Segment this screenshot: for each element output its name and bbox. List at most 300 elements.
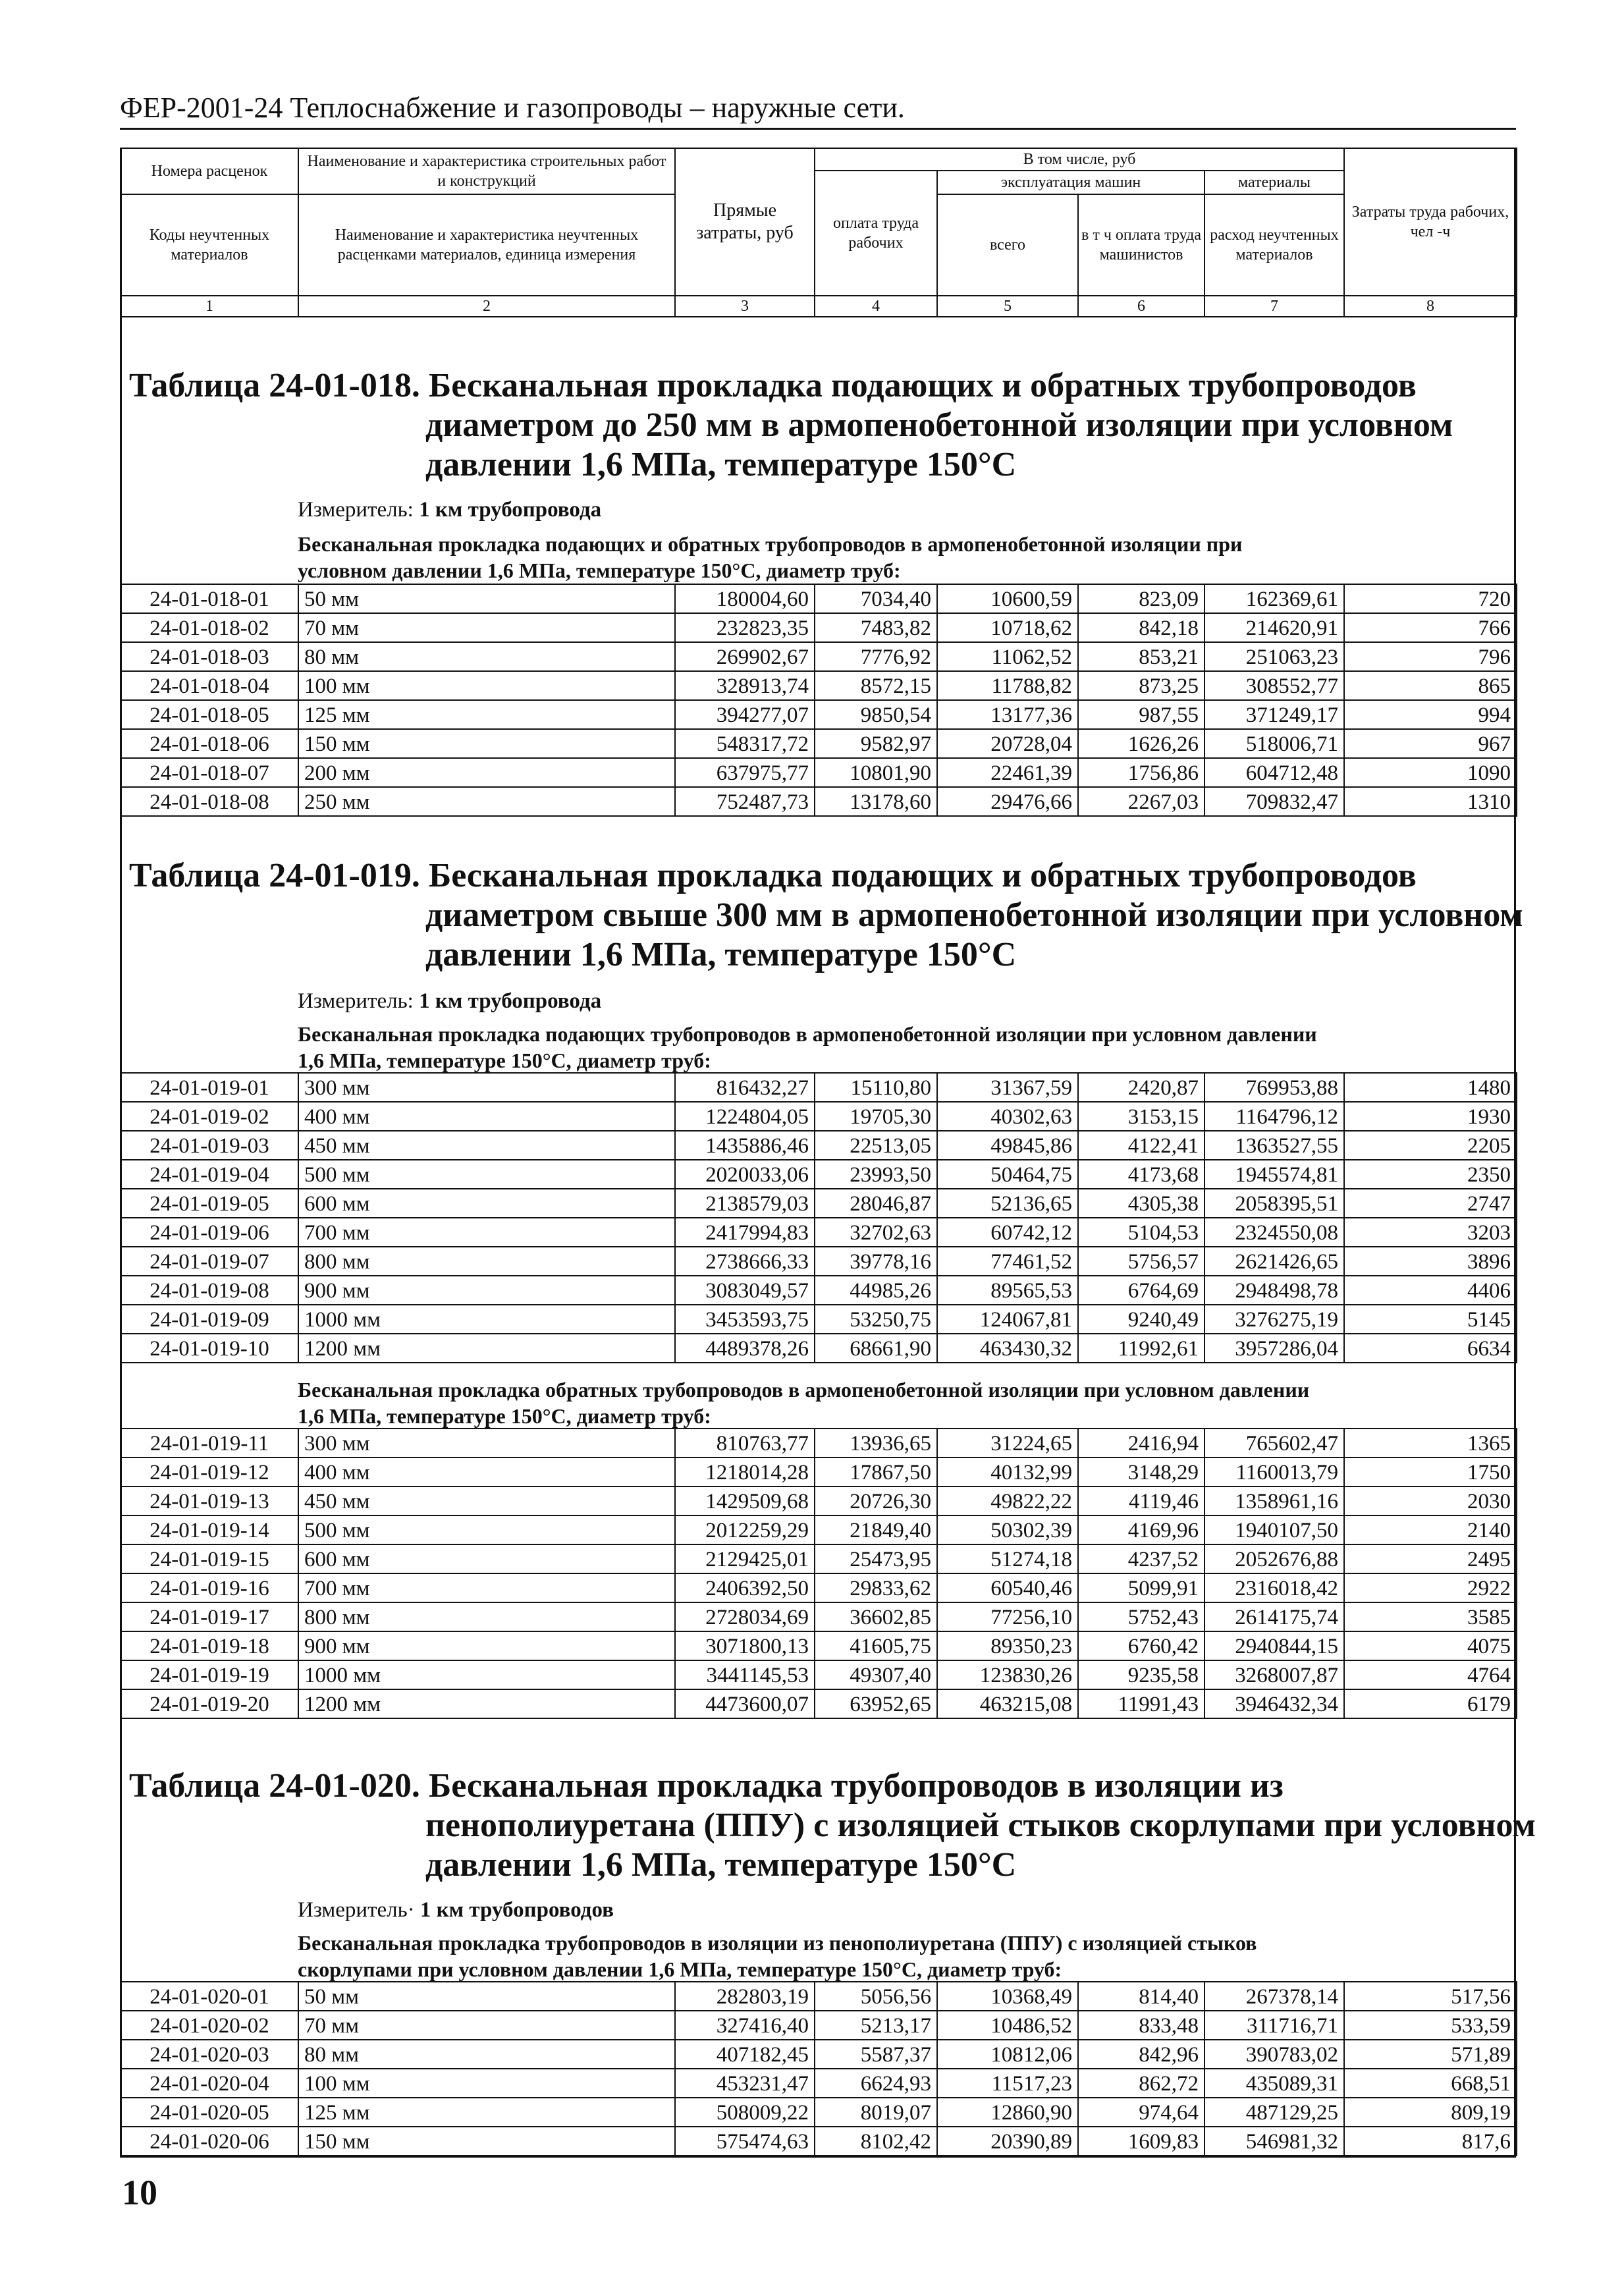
labor-hours: 2350 bbox=[1344, 1160, 1517, 1189]
labor-hours: 4764 bbox=[1344, 1660, 1517, 1689]
machines-total: 60742,12 bbox=[937, 1218, 1078, 1247]
col-header-machinist-pay: в т ч оплата труда машинистов bbox=[1078, 194, 1204, 296]
rate-code: 24-01-019-11 bbox=[121, 1429, 298, 1458]
machines-total: 11517,23 bbox=[937, 2069, 1078, 2098]
materials-cost: 2621426,65 bbox=[1204, 1247, 1344, 1276]
item-name: 700 мм bbox=[298, 1218, 675, 1247]
machinist-pay: 6764,69 bbox=[1078, 1276, 1204, 1305]
table-row bbox=[121, 1458, 1517, 1486]
table-row bbox=[121, 2011, 1517, 2040]
col-header-incl: В том числе, руб bbox=[815, 148, 1344, 171]
direct-cost: 4473600,07 bbox=[675, 1689, 815, 1718]
subtitle-line: скорлупами при условном давлении 1,6 МПа, температуре 150°С, диаметр труб: bbox=[298, 1957, 1062, 1981]
machines-total: 10718,62 bbox=[937, 613, 1078, 642]
table-row bbox=[121, 2069, 1517, 2098]
machinist-pay: 2416,94 bbox=[1078, 1429, 1204, 1458]
table-row bbox=[121, 758, 1517, 787]
machinist-pay: 11992,61 bbox=[1078, 1334, 1204, 1363]
table-row bbox=[121, 642, 1517, 671]
rate-code: 24-01-019-13 bbox=[121, 1486, 298, 1515]
col-header-machines-total: всего bbox=[937, 194, 1078, 296]
table-row bbox=[121, 700, 1517, 729]
col-header-name-top: Наименование и характеристика строительных работ и конструкций bbox=[298, 148, 675, 194]
labor-hours: 967 bbox=[1344, 729, 1517, 758]
labor-hours: 1480 bbox=[1344, 1073, 1517, 1102]
materials-cost: 3957286,04 bbox=[1204, 1334, 1344, 1363]
table-18-subtitle bbox=[298, 531, 1516, 584]
table-row bbox=[121, 1305, 1517, 1334]
labor-pay: 23993,50 bbox=[815, 1160, 937, 1189]
direct-cost: 3441145,53 bbox=[675, 1660, 815, 1689]
machines-total: 31367,59 bbox=[937, 1073, 1078, 1102]
machinist-pay: 853,21 bbox=[1078, 642, 1204, 671]
item-name: 500 мм bbox=[298, 1515, 675, 1544]
labor-hours: 2140 bbox=[1344, 1515, 1517, 1544]
direct-cost: 2406392,50 bbox=[675, 1573, 815, 1602]
table-title-line: давлении 1,6 МПа, температуре 150°С bbox=[425, 446, 1017, 483]
item-name: 300 мм bbox=[298, 1429, 675, 1458]
machines-total: 12860,90 bbox=[937, 2098, 1078, 2127]
rate-code: 24-01-018-04 bbox=[121, 671, 298, 700]
materials-cost: 765602,47 bbox=[1204, 1429, 1344, 1458]
machinist-pay: 6760,42 bbox=[1078, 1631, 1204, 1660]
machines-total: 13177,36 bbox=[937, 700, 1078, 729]
labor-pay: 21849,40 bbox=[815, 1515, 937, 1544]
table-title-line: Таблица 24-01-020. Бесканальная прокладка трубопроводов в изоляции из bbox=[129, 1767, 1284, 1805]
direct-cost: 816432,27 bbox=[675, 1073, 815, 1102]
item-name: 600 мм bbox=[298, 1544, 675, 1573]
labor-hours: 3896 bbox=[1344, 1247, 1517, 1276]
table-19-title bbox=[129, 856, 1523, 975]
rate-code: 24-01-018-05 bbox=[121, 700, 298, 729]
table-title-line: Таблица 24-01-018. Бесканальная прокладка подающих и обратных трубопроводов bbox=[129, 367, 1417, 404]
item-name: 125 мм bbox=[298, 700, 675, 729]
machines-total: 29476,66 bbox=[937, 787, 1078, 816]
table-19-subtitle-a bbox=[298, 1021, 1516, 1074]
labor-pay: 5056,56 bbox=[815, 1982, 937, 2011]
machines-total: 20390,89 bbox=[937, 2127, 1078, 2156]
direct-cost: 2012259,29 bbox=[675, 1515, 815, 1544]
col-number: 5 bbox=[937, 296, 1078, 317]
labor-hours: 6634 bbox=[1344, 1334, 1517, 1363]
col-number: 8 bbox=[1344, 296, 1517, 317]
table-18-title bbox=[129, 366, 1512, 485]
materials-cost: 251063,23 bbox=[1204, 642, 1344, 671]
labor-pay: 9850,54 bbox=[815, 700, 937, 729]
direct-cost: 1224804,05 bbox=[675, 1102, 815, 1131]
item-name: 100 мм bbox=[298, 671, 675, 700]
machines-total: 52136,65 bbox=[937, 1189, 1078, 1218]
direct-cost: 2728034,69 bbox=[675, 1602, 815, 1631]
labor-hours: 865 bbox=[1344, 671, 1517, 700]
direct-cost: 2417994,83 bbox=[675, 1218, 815, 1247]
materials-cost: 487129,25 bbox=[1204, 2098, 1344, 2127]
table-row bbox=[121, 1486, 1517, 1515]
direct-cost: 752487,73 bbox=[675, 787, 815, 816]
materials-cost: 1363527,55 bbox=[1204, 1131, 1344, 1160]
machinist-pay: 823,09 bbox=[1078, 584, 1204, 613]
direct-cost: 394277,07 bbox=[675, 700, 815, 729]
direct-cost: 407182,45 bbox=[675, 2040, 815, 2069]
table-row bbox=[121, 1689, 1517, 1718]
labor-pay: 32702,63 bbox=[815, 1218, 937, 1247]
labor-hours: 2030 bbox=[1344, 1486, 1517, 1515]
labor-hours: 668,51 bbox=[1344, 2069, 1517, 2098]
materials-cost: 308552,77 bbox=[1204, 671, 1344, 700]
item-name: 700 мм bbox=[298, 1573, 675, 1602]
labor-pay: 63952,65 bbox=[815, 1689, 937, 1718]
item-name: 1200 мм bbox=[298, 1334, 675, 1363]
table-19-rows-b bbox=[120, 1428, 1517, 1719]
labor-hours: 1310 bbox=[1344, 787, 1517, 816]
machines-total: 40302,63 bbox=[937, 1102, 1078, 1131]
table-20-title bbox=[129, 1766, 1536, 1885]
table-18-measure bbox=[298, 497, 601, 523]
direct-cost: 180004,60 bbox=[675, 584, 815, 613]
labor-pay: 8102,42 bbox=[815, 2127, 937, 2156]
machines-total: 40132,99 bbox=[937, 1458, 1078, 1486]
rate-code: 24-01-019-08 bbox=[121, 1276, 298, 1305]
item-name: 100 мм bbox=[298, 2069, 675, 2098]
machinist-pay: 4173,68 bbox=[1078, 1160, 1204, 1189]
machines-total: 463430,32 bbox=[937, 1334, 1078, 1363]
table-row bbox=[121, 1631, 1517, 1660]
labor-pay: 9582,97 bbox=[815, 729, 937, 758]
table-row bbox=[121, 1334, 1517, 1363]
direct-cost: 327416,40 bbox=[675, 2011, 815, 2040]
rate-code: 24-01-018-03 bbox=[121, 642, 298, 671]
table-title-line: диаметром до 250 мм в армопенобетонной изоляции при условном bbox=[425, 406, 1453, 444]
materials-cost: 3268007,87 bbox=[1204, 1660, 1344, 1689]
direct-cost: 4489378,26 bbox=[675, 1334, 815, 1363]
rate-code: 24-01-019-10 bbox=[121, 1334, 298, 1363]
machinist-pay: 1609,83 bbox=[1078, 2127, 1204, 2156]
direct-cost: 1429509,68 bbox=[675, 1486, 815, 1515]
direct-cost: 2138579,03 bbox=[675, 1189, 815, 1218]
labor-hours: 2495 bbox=[1344, 1544, 1517, 1573]
rate-code: 24-01-020-03 bbox=[121, 2040, 298, 2069]
machines-total: 77461,52 bbox=[937, 1247, 1078, 1276]
labor-hours: 6179 bbox=[1344, 1689, 1517, 1718]
direct-cost: 453231,47 bbox=[675, 2069, 815, 2098]
direct-cost: 328913,74 bbox=[675, 671, 815, 700]
materials-cost: 518006,71 bbox=[1204, 729, 1344, 758]
table-19-rows-a bbox=[120, 1072, 1517, 1363]
rate-code: 24-01-019-18 bbox=[121, 1631, 298, 1660]
table-row bbox=[121, 1218, 1517, 1247]
machinist-pay: 2267,03 bbox=[1078, 787, 1204, 816]
col-header-direct: Прямые затраты, руб bbox=[675, 148, 815, 296]
materials-cost: 2940844,15 bbox=[1204, 1631, 1344, 1660]
labor-hours: 1365 bbox=[1344, 1429, 1517, 1458]
rate-code: 24-01-020-02 bbox=[121, 2011, 298, 2040]
materials-cost: 1160013,79 bbox=[1204, 1458, 1344, 1486]
table-row bbox=[121, 1515, 1517, 1544]
machines-total: 10600,59 bbox=[937, 584, 1078, 613]
measure-label: Измеритель: bbox=[298, 498, 414, 522]
measure-label: Измеритель· bbox=[298, 1898, 415, 1922]
item-name: 1000 мм bbox=[298, 1305, 675, 1334]
machines-total: 11062,52 bbox=[937, 642, 1078, 671]
materials-cost: 1940107,50 bbox=[1204, 1515, 1344, 1544]
item-name: 600 мм bbox=[298, 1189, 675, 1218]
machines-total: 123830,26 bbox=[937, 1660, 1078, 1689]
rate-code: 24-01-019-05 bbox=[121, 1189, 298, 1218]
table-row bbox=[121, 2127, 1517, 2156]
machines-total: 10812,06 bbox=[937, 2040, 1078, 2069]
rate-code: 24-01-019-14 bbox=[121, 1515, 298, 1544]
labor-hours: 533,59 bbox=[1344, 2011, 1517, 2040]
rate-code: 24-01-019-06 bbox=[121, 1218, 298, 1247]
labor-hours: 571,89 bbox=[1344, 2040, 1517, 2069]
machinist-pay: 4169,96 bbox=[1078, 1515, 1204, 1544]
item-name: 450 мм bbox=[298, 1486, 675, 1515]
machinist-pay: 5099,91 bbox=[1078, 1573, 1204, 1602]
table-row bbox=[121, 1544, 1517, 1573]
labor-pay: 17867,50 bbox=[815, 1458, 937, 1486]
col-number: 1 bbox=[121, 296, 298, 317]
item-name: 50 мм bbox=[298, 1982, 675, 2011]
labor-hours: 2205 bbox=[1344, 1131, 1517, 1160]
rate-code: 24-01-018-07 bbox=[121, 758, 298, 787]
table-19-subtitle-b bbox=[298, 1377, 1516, 1429]
subtitle-line: условном давлении 1,6 МПа, температуре 150°С, диаметр труб: bbox=[298, 559, 901, 582]
labor-pay: 15110,80 bbox=[815, 1073, 937, 1102]
table-row bbox=[121, 1602, 1517, 1631]
labor-pay: 5213,17 bbox=[815, 2011, 937, 2040]
labor-pay: 10801,90 bbox=[815, 758, 937, 787]
subtitle-line: 1,6 МПа, температуре 150°С, диаметр труб: bbox=[298, 1049, 711, 1072]
direct-cost: 548317,72 bbox=[675, 729, 815, 758]
rate-code: 24-01-019-09 bbox=[121, 1305, 298, 1334]
machines-total: 77256,10 bbox=[937, 1602, 1078, 1631]
direct-cost: 1435886,46 bbox=[675, 1131, 815, 1160]
item-name: 250 мм bbox=[298, 787, 675, 816]
labor-pay: 5587,37 bbox=[815, 2040, 937, 2069]
materials-cost: 311716,71 bbox=[1204, 2011, 1344, 2040]
machinist-pay: 842,18 bbox=[1078, 613, 1204, 642]
labor-pay: 13936,65 bbox=[815, 1429, 937, 1458]
table-title-line: пенополиуретана (ППУ) с изоляцией стыков скорлупами при условном bbox=[425, 1807, 1536, 1844]
labor-hours: 1090 bbox=[1344, 758, 1517, 787]
rate-code: 24-01-018-01 bbox=[121, 584, 298, 613]
rate-code: 24-01-018-02 bbox=[121, 613, 298, 642]
page-number: 10 bbox=[122, 2173, 157, 2212]
measure-label: Измеритель: bbox=[298, 989, 414, 1013]
table-row bbox=[121, 1102, 1517, 1131]
machines-total: 31224,65 bbox=[937, 1429, 1078, 1458]
labor-hours: 2922 bbox=[1344, 1573, 1517, 1602]
machinist-pay: 833,48 bbox=[1078, 2011, 1204, 2040]
item-name: 1200 мм bbox=[298, 1689, 675, 1718]
col-number: 3 bbox=[675, 296, 815, 317]
table-row bbox=[121, 1276, 1517, 1305]
machines-total: 463215,08 bbox=[937, 1689, 1078, 1718]
machinist-pay: 9235,58 bbox=[1078, 1660, 1204, 1689]
rate-code: 24-01-019-03 bbox=[121, 1131, 298, 1160]
labor-hours: 3203 bbox=[1344, 1218, 1517, 1247]
labor-pay: 53250,75 bbox=[815, 1305, 937, 1334]
rate-code: 24-01-020-05 bbox=[121, 2098, 298, 2127]
table-row bbox=[121, 1573, 1517, 1602]
measure-value: 1 км трубопровода bbox=[419, 498, 602, 522]
materials-cost: 1164796,12 bbox=[1204, 1102, 1344, 1131]
col-header-labor-pay: оплата труда рабочих bbox=[815, 171, 937, 296]
machinist-pay: 9240,49 bbox=[1078, 1305, 1204, 1334]
rate-code: 24-01-019-17 bbox=[121, 1602, 298, 1631]
direct-cost: 2129425,01 bbox=[675, 1544, 815, 1573]
table-title-line: диаметром свыше 300 мм в армопенобетонной изоляции при условном bbox=[425, 896, 1523, 934]
table-row bbox=[121, 1660, 1517, 1689]
direct-cost: 2020033,06 bbox=[675, 1160, 815, 1189]
item-name: 80 мм bbox=[298, 2040, 675, 2069]
item-name: 80 мм bbox=[298, 642, 675, 671]
machinist-pay: 5104,53 bbox=[1078, 1218, 1204, 1247]
subtitle-line: Бесканальная прокладка обратных трубопроводов в армопенобетонной изоляции при условном давлении bbox=[298, 1378, 1310, 1402]
machinist-pay: 3148,29 bbox=[1078, 1458, 1204, 1486]
rate-code: 24-01-019-20 bbox=[121, 1689, 298, 1718]
item-name: 1000 мм bbox=[298, 1660, 675, 1689]
machines-total: 49822,22 bbox=[937, 1486, 1078, 1515]
rate-code: 24-01-019-01 bbox=[121, 1073, 298, 1102]
materials-cost: 2324550,08 bbox=[1204, 1218, 1344, 1247]
materials-cost: 3946432,34 bbox=[1204, 1689, 1344, 1718]
materials-cost: 2614175,74 bbox=[1204, 1602, 1344, 1631]
labor-pay: 8572,15 bbox=[815, 671, 937, 700]
table-20-rows bbox=[120, 1981, 1517, 2156]
measure-value: 1 км трубопровода bbox=[419, 989, 602, 1013]
materials-cost: 2948498,78 bbox=[1204, 1276, 1344, 1305]
table-18-rows bbox=[120, 584, 1517, 817]
direct-cost: 232823,35 bbox=[675, 613, 815, 642]
labor-hours: 766 bbox=[1344, 613, 1517, 642]
direct-cost: 637975,77 bbox=[675, 758, 815, 787]
subtitle-line: Бесканальная прокладка подающих и обратных трубопроводов в армопенобетонной изоляции при bbox=[298, 532, 1243, 556]
machines-total: 10486,52 bbox=[937, 2011, 1078, 2040]
labor-hours: 796 bbox=[1344, 642, 1517, 671]
rate-code: 24-01-019-19 bbox=[121, 1660, 298, 1689]
machinist-pay: 3153,15 bbox=[1078, 1102, 1204, 1131]
table-row bbox=[121, 1073, 1517, 1102]
labor-hours: 809,19 bbox=[1344, 2098, 1517, 2127]
labor-pay: 44985,26 bbox=[815, 1276, 937, 1305]
table-row bbox=[121, 2098, 1517, 2127]
machinist-pay: 862,72 bbox=[1078, 2069, 1204, 2098]
labor-pay: 7776,92 bbox=[815, 642, 937, 671]
materials-cost: 546981,32 bbox=[1204, 2127, 1344, 2156]
labor-pay: 7034,40 bbox=[815, 584, 937, 613]
table-row bbox=[121, 1247, 1517, 1276]
rate-code: 24-01-020-06 bbox=[121, 2127, 298, 2156]
labor-hours: 517,56 bbox=[1344, 1982, 1517, 2011]
materials-cost: 162369,61 bbox=[1204, 584, 1344, 613]
labor-pay: 36602,85 bbox=[815, 1602, 937, 1631]
table-title-line: давлении 1,6 МПа, температуре 150°С bbox=[425, 936, 1017, 973]
materials-cost: 267378,14 bbox=[1204, 1982, 1344, 2011]
col-header-codes-bottom: Коды неучтенных материалов bbox=[121, 194, 298, 296]
item-name: 800 мм bbox=[298, 1247, 675, 1276]
machinist-pay: 1756,86 bbox=[1078, 758, 1204, 787]
direct-cost: 282803,19 bbox=[675, 1982, 815, 2011]
subtitle-line: Бесканальная прокладка подающих трубопроводов в армопенобетонной изоляции при условном давлении bbox=[298, 1022, 1317, 1046]
machines-total: 50464,75 bbox=[937, 1160, 1078, 1189]
item-name: 900 мм bbox=[298, 1276, 675, 1305]
machinist-pay: 4122,41 bbox=[1078, 1131, 1204, 1160]
labor-pay: 41605,75 bbox=[815, 1631, 937, 1660]
labor-hours: 5145 bbox=[1344, 1305, 1517, 1334]
materials-cost: 3276275,19 bbox=[1204, 1305, 1344, 1334]
col-header-name-bottom: Наименование и характеристика неучтенных расценками материалов, единица измерения bbox=[298, 194, 675, 296]
labor-pay: 8019,07 bbox=[815, 2098, 937, 2127]
labor-pay: 68661,90 bbox=[815, 1334, 937, 1363]
materials-cost: 1358961,16 bbox=[1204, 1486, 1344, 1515]
machines-total: 89350,23 bbox=[937, 1631, 1078, 1660]
item-name: 150 мм bbox=[298, 2127, 675, 2156]
labor-pay: 39778,16 bbox=[815, 1247, 937, 1276]
item-name: 400 мм bbox=[298, 1458, 675, 1486]
col-number: 2 bbox=[298, 296, 675, 317]
materials-cost: 371249,17 bbox=[1204, 700, 1344, 729]
machines-total: 50302,39 bbox=[937, 1515, 1078, 1544]
table-title-line: давлении 1,6 МПа, температуре 150°С bbox=[425, 1846, 1017, 1884]
rate-code: 24-01-018-06 bbox=[121, 729, 298, 758]
item-name: 900 мм bbox=[298, 1631, 675, 1660]
labor-pay: 28046,87 bbox=[815, 1189, 937, 1218]
machines-total: 20728,04 bbox=[937, 729, 1078, 758]
table-row bbox=[121, 729, 1517, 758]
machines-total: 10368,49 bbox=[937, 1982, 1078, 2011]
table-row bbox=[121, 1189, 1517, 1218]
rate-code: 24-01-019-15 bbox=[121, 1544, 298, 1573]
materials-cost: 390783,02 bbox=[1204, 2040, 1344, 2069]
materials-cost: 435089,31 bbox=[1204, 2069, 1344, 2098]
machines-total: 60540,46 bbox=[937, 1573, 1078, 1602]
item-name: 800 мм bbox=[298, 1602, 675, 1631]
page-header: ФЕР-2001-24 Теплоснабжение и газопроводы – наружные сети. bbox=[120, 91, 1516, 130]
machines-total: 89565,53 bbox=[937, 1276, 1078, 1305]
labor-hours: 4075 bbox=[1344, 1631, 1517, 1660]
labor-pay: 6624,93 bbox=[815, 2069, 937, 2098]
machinist-pay: 1626,26 bbox=[1078, 729, 1204, 758]
materials-cost: 214620,91 bbox=[1204, 613, 1344, 642]
table-row bbox=[121, 671, 1517, 700]
item-name: 150 мм bbox=[298, 729, 675, 758]
direct-cost: 3083049,57 bbox=[675, 1276, 815, 1305]
col-number: 7 bbox=[1204, 296, 1344, 317]
rate-code: 24-01-019-07 bbox=[121, 1247, 298, 1276]
labor-hours: 1930 bbox=[1344, 1102, 1517, 1131]
machines-total: 11788,82 bbox=[937, 671, 1078, 700]
table-row bbox=[121, 2040, 1517, 2069]
rate-code: 24-01-018-08 bbox=[121, 787, 298, 816]
labor-hours: 720 bbox=[1344, 584, 1517, 613]
rate-code: 24-01-020-04 bbox=[121, 2069, 298, 2098]
machinist-pay: 974,64 bbox=[1078, 2098, 1204, 2127]
direct-cost: 508009,22 bbox=[675, 2098, 815, 2127]
table-row bbox=[121, 584, 1517, 613]
machinist-pay: 814,40 bbox=[1078, 1982, 1204, 2011]
item-name: 50 мм bbox=[298, 584, 675, 613]
rate-code: 24-01-020-01 bbox=[121, 1982, 298, 2011]
rate-code: 24-01-019-16 bbox=[121, 1573, 298, 1602]
machinist-pay: 4237,52 bbox=[1078, 1544, 1204, 1573]
col-number: 4 bbox=[815, 296, 937, 317]
labor-pay: 19705,30 bbox=[815, 1102, 937, 1131]
direct-cost: 810763,77 bbox=[675, 1429, 815, 1458]
machinist-pay: 5752,43 bbox=[1078, 1602, 1204, 1631]
direct-cost: 3071800,13 bbox=[675, 1631, 815, 1660]
col-header-codes-top: Номера расценок bbox=[121, 148, 298, 194]
